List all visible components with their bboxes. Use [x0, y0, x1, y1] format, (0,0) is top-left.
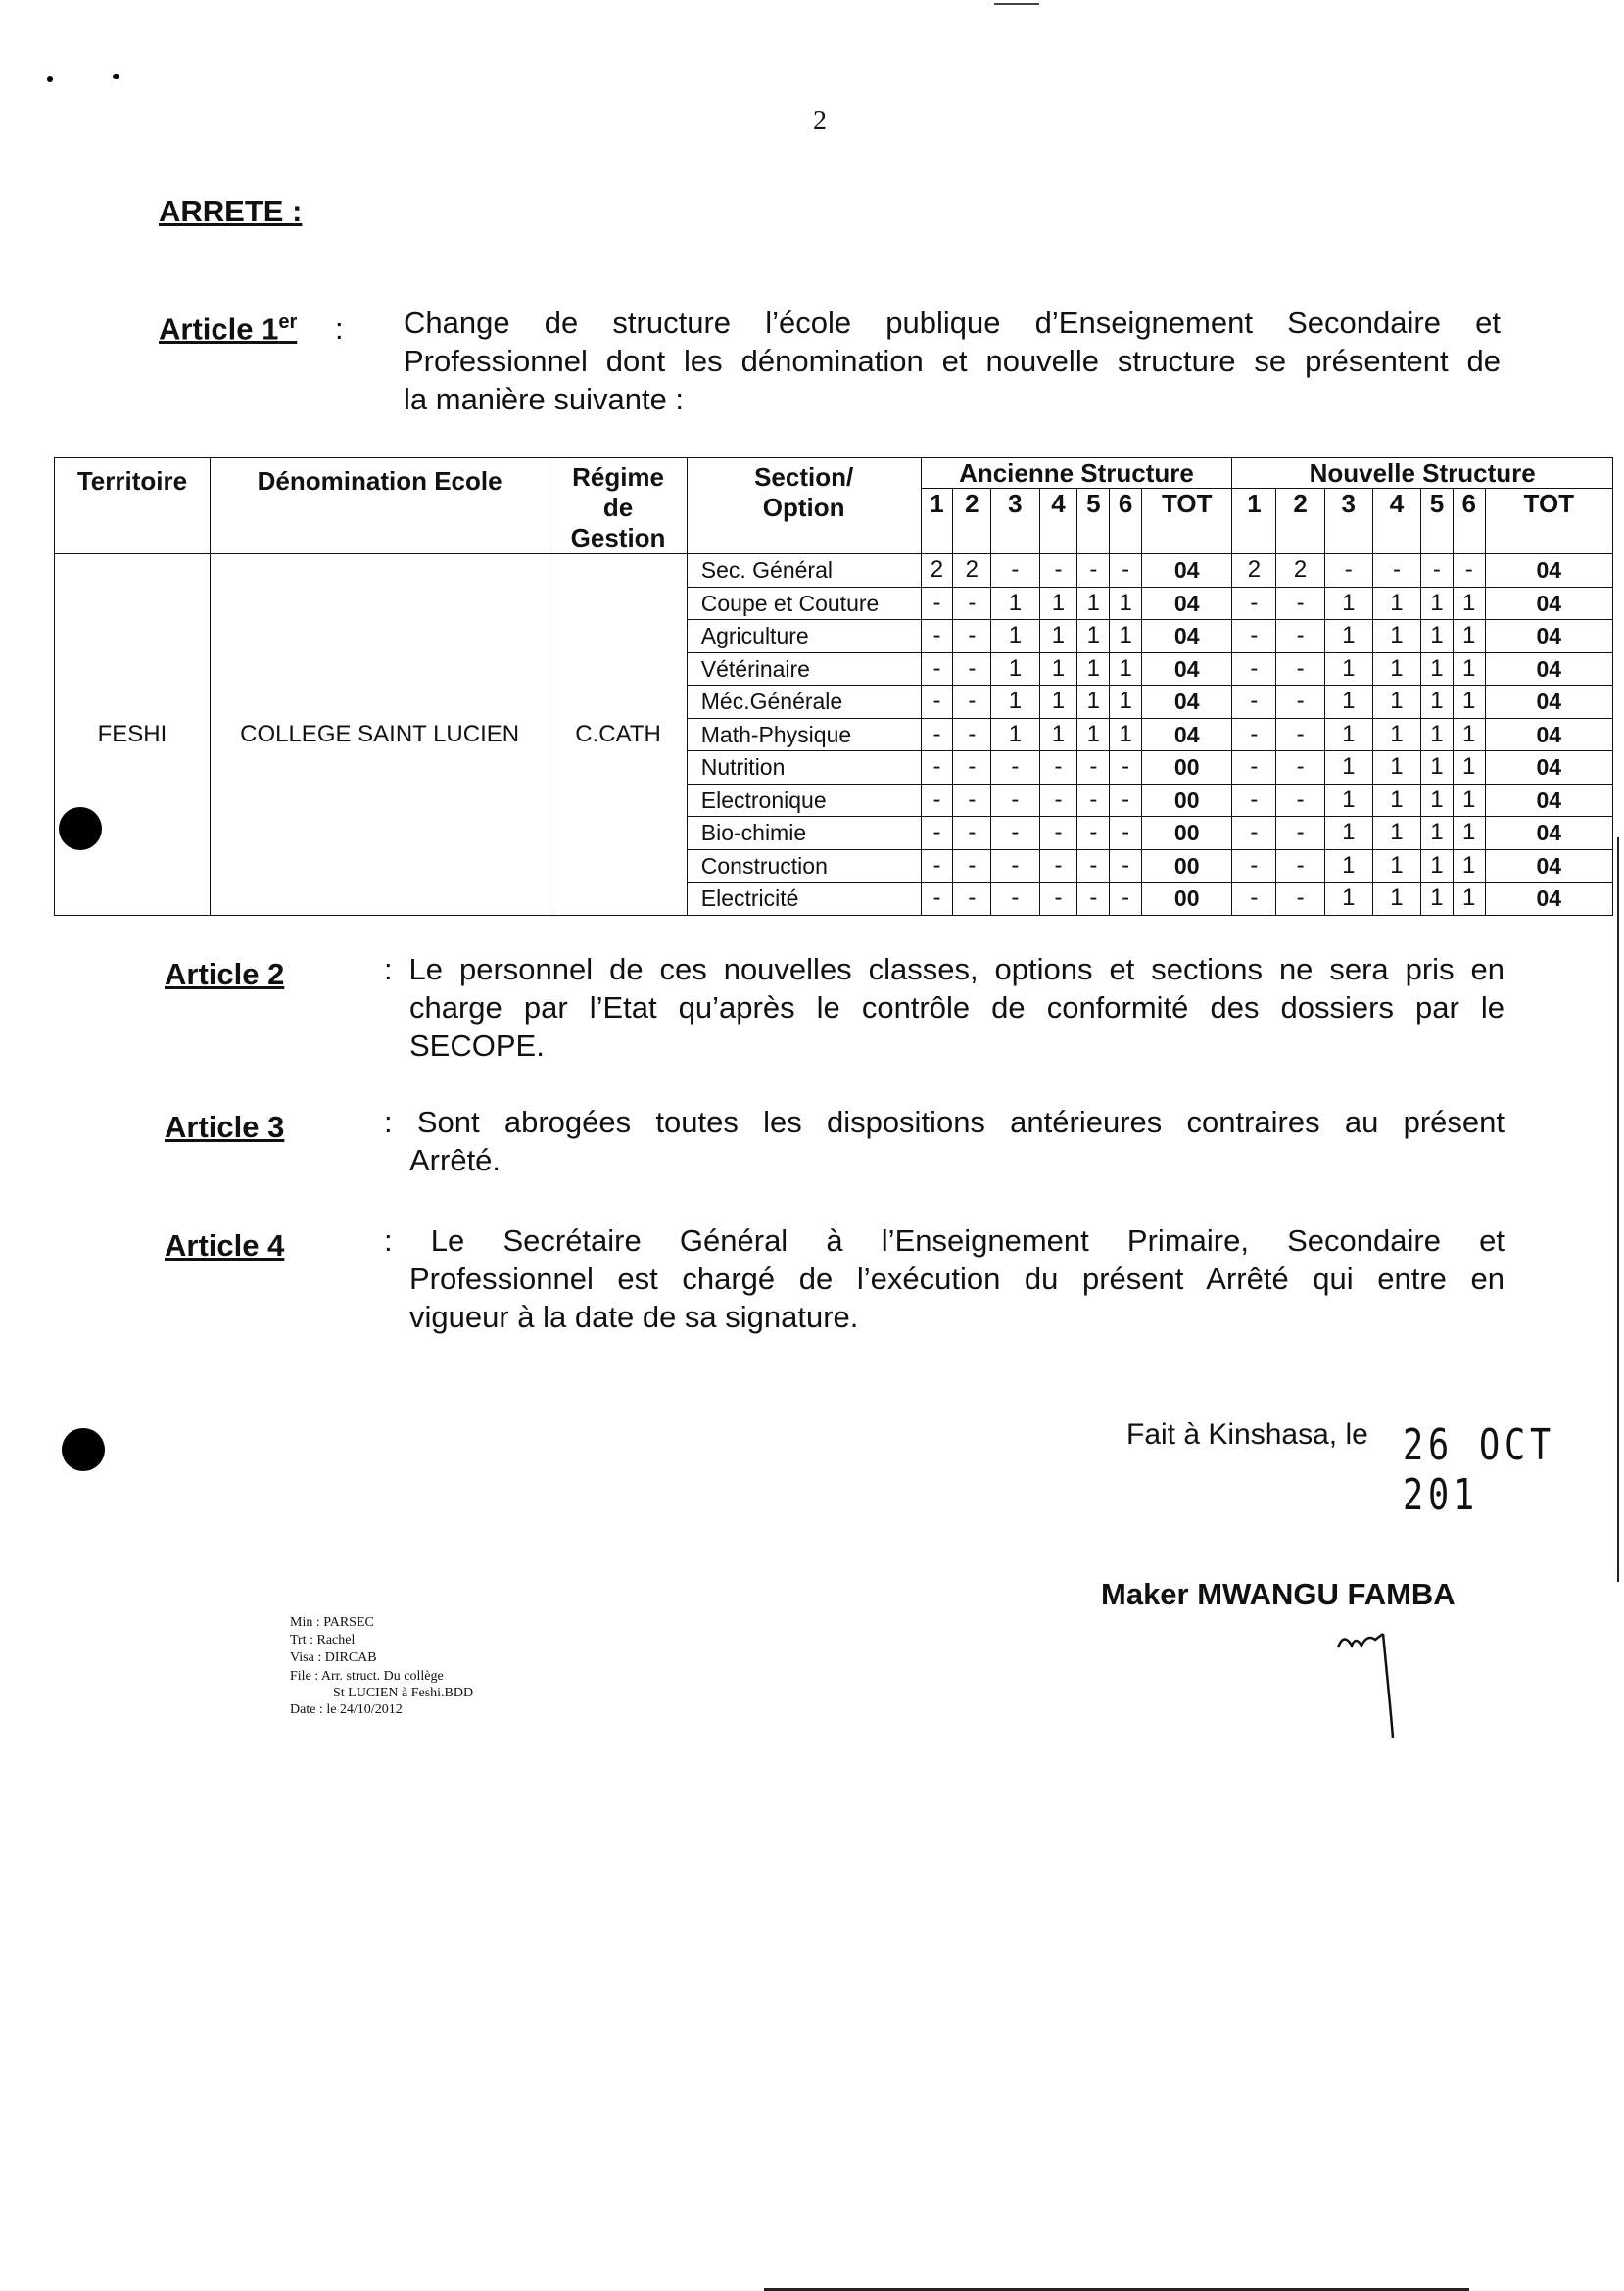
ancienne-class-cell: - [1039, 751, 1077, 785]
nouvelle-class-cell: 1 [1421, 652, 1454, 686]
nouvelle-class-cell: - [1276, 817, 1324, 850]
nouvelle-class-cell: - [1232, 718, 1276, 751]
ancienne-class-cell: - [953, 784, 991, 817]
scan-edge-line [1617, 837, 1619, 1582]
nouvelle-total-cell: 04 [1485, 686, 1612, 719]
ancienne-total-cell: 04 [1142, 718, 1232, 751]
ancienne-class-cell: - [1077, 554, 1110, 588]
article-4-line: : Le Secrétaire Général à l’Enseignement Primaire, Secondaire et [384, 1223, 1505, 1258]
ancienne-class-cell: - [1077, 883, 1110, 916]
ancienne-class-cell: - [953, 751, 991, 785]
ancienne-class-cell: - [1110, 554, 1142, 588]
option-cell: Sec. Général [687, 554, 921, 588]
punch-hole-mark [113, 74, 119, 79]
footer-date: Date : le 24/10/2012 [290, 1702, 403, 1717]
option-cell: Electronique [687, 784, 921, 817]
ancienne-class-cell: - [921, 686, 953, 719]
ancienne-class-cell: 1 [1077, 686, 1110, 719]
option-cell: Construction [687, 849, 921, 883]
ancienne-class-cell: 1 [1077, 620, 1110, 653]
article-3-text [384, 1103, 1505, 1179]
nouvelle-class-cell: 1 [1324, 652, 1372, 686]
nouvelle-class-cell: 1 [1453, 883, 1485, 916]
ancienne-class-cell: - [1077, 817, 1110, 850]
ancienne-class-cell: - [1077, 784, 1110, 817]
regime-cell: C.CATH [549, 554, 687, 916]
ancienne-class-cell: - [1039, 554, 1077, 588]
nouvelle-class-cell: 1 [1372, 587, 1420, 620]
nouvelle-class-cell: 1 [1324, 587, 1372, 620]
ancienne-total-cell: 04 [1142, 587, 1232, 620]
ancienne-class-cell: - [1077, 849, 1110, 883]
header-regime-line: de [602, 493, 634, 522]
nouvelle-class-cell: 1 [1372, 652, 1420, 686]
nouvelle-class-cell: 1 [1453, 718, 1485, 751]
article-1-line: Professionnel dont les dénomination et nouvelle structure se présentent de [404, 344, 1501, 378]
ancienne-class-cell: 1 [1110, 652, 1142, 686]
footer-min: Min : PARSEC [290, 1615, 374, 1630]
option-cell: Vétérinaire [687, 652, 921, 686]
nouvelle-class-cell: - [1232, 587, 1276, 620]
nouvelle-class-cell: 1 [1453, 620, 1485, 653]
ancienne-class-cell: 1 [1110, 620, 1142, 653]
option-cell: Méc.Générale [687, 686, 921, 719]
nouvelle-class-cell: 1 [1453, 587, 1485, 620]
ancienne-class-cell: - [1039, 849, 1077, 883]
ancienne-sub-header: 3 [991, 489, 1039, 554]
nouvelle-class-cell: - [1232, 784, 1276, 817]
ancienne-total-cell: 04 [1142, 686, 1232, 719]
nouvelle-class-cell: - [1232, 686, 1276, 719]
nouvelle-total-cell: 04 [1485, 620, 1612, 653]
ancienne-class-cell: 1 [1110, 587, 1142, 620]
ancienne-sub-header: 2 [953, 489, 991, 554]
ancienne-class-cell: 1 [1039, 587, 1077, 620]
nouvelle-class-cell: - [1276, 686, 1324, 719]
footer-visa: Visa : DIRCAB [290, 1650, 377, 1665]
article-1-colon: : [335, 311, 344, 346]
nouvelle-class-cell: 1 [1372, 718, 1420, 751]
nouvelle-class-cell: 1 [1372, 784, 1420, 817]
ancienne-total-cell: 04 [1142, 620, 1232, 653]
ancienne-class-cell: - [921, 718, 953, 751]
nouvelle-class-cell: 1 [1372, 751, 1420, 785]
ancienne-class-cell: - [991, 849, 1039, 883]
article-1-line: la manière suivante : [404, 382, 685, 416]
ancienne-class-cell: - [953, 883, 991, 916]
ancienne-class-cell: - [991, 554, 1039, 588]
ancienne-class-cell: - [1110, 849, 1142, 883]
nouvelle-class-cell: 1 [1324, 817, 1372, 850]
ancienne-class-cell: - [991, 751, 1039, 785]
nouvelle-class-cell: - [1232, 620, 1276, 653]
ancienne-class-cell: 2 [921, 554, 953, 588]
nouvelle-class-cell: 1 [1324, 718, 1372, 751]
article-1-label-text: Article 1 [159, 311, 279, 347]
ancienne-class-cell: - [953, 587, 991, 620]
ancienne-class-cell: - [921, 849, 953, 883]
header-regime [549, 458, 687, 554]
option-cell: Coupe et Couture [687, 587, 921, 620]
nouvelle-total-cell: 04 [1485, 817, 1612, 850]
header-regime-line: Régime [572, 462, 664, 492]
ancienne-class-cell: 1 [991, 652, 1039, 686]
nouvelle-class-cell: 1 [1372, 883, 1420, 916]
signer-name: Maker MWANGU FAMBA [1101, 1577, 1456, 1611]
nouvelle-class-cell: 1 [1421, 817, 1454, 850]
ancienne-class-cell: - [953, 718, 991, 751]
nouvelle-class-cell: - [1372, 554, 1420, 588]
nouvelle-class-cell: 1 [1421, 849, 1454, 883]
header-nouvelle-structure: Nouvelle Structure [1232, 458, 1613, 489]
nouvelle-class-cell: 1 [1324, 686, 1372, 719]
header-section-line: Option [762, 493, 845, 522]
place-text: Fait à Kinshasa, le [1126, 1418, 1368, 1451]
nouvelle-class-cell: 1 [1372, 620, 1420, 653]
article-2-line: : Le personnel de ces nouvelles classes, options et sections ne sera pris en [384, 952, 1505, 986]
nouvelle-class-cell: - [1276, 883, 1324, 916]
article-1-line: Change de structure l’école publique d’Enseignement Secondaire et [404, 306, 1501, 340]
ancienne-total-cell: 00 [1142, 883, 1232, 916]
nouvelle-class-cell: 1 [1324, 849, 1372, 883]
option-cell: Electricité [687, 883, 921, 916]
ancienne-class-cell: - [921, 587, 953, 620]
ancienne-sub-header: TOT [1142, 489, 1232, 554]
nouvelle-sub-header: 4 [1372, 489, 1420, 554]
ancienne-class-cell: 1 [1039, 620, 1077, 653]
nouvelle-class-cell: 1 [1421, 883, 1454, 916]
ancienne-class-cell: - [991, 817, 1039, 850]
nouvelle-class-cell: - [1232, 652, 1276, 686]
ancienne-sub-header: 4 [1039, 489, 1077, 554]
ancienne-class-cell: - [953, 620, 991, 653]
ancienne-class-cell: - [953, 652, 991, 686]
table-row [55, 554, 1613, 588]
ancienne-class-cell: - [991, 883, 1039, 916]
nouvelle-class-cell: 1 [1453, 849, 1485, 883]
ancienne-sub-header: 1 [921, 489, 953, 554]
ancienne-class-cell: 1 [1039, 718, 1077, 751]
ancienne-class-cell: 1 [991, 718, 1039, 751]
nouvelle-class-cell: 1 [1372, 817, 1420, 850]
option-cell: Math-Physique [687, 718, 921, 751]
nouvelle-total-cell: 04 [1485, 751, 1612, 785]
ancienne-class-cell: 1 [1110, 718, 1142, 751]
nouvelle-class-cell: - [1276, 849, 1324, 883]
nouvelle-class-cell: 1 [1453, 652, 1485, 686]
footer-trt: Trt : Rachel [290, 1633, 356, 1647]
nouvelle-class-cell: - [1276, 652, 1324, 686]
nouvelle-class-cell: 1 [1453, 686, 1485, 719]
nouvelle-total-cell: 04 [1485, 883, 1612, 916]
article-1-label [159, 311, 297, 347]
ancienne-class-cell: - [1110, 784, 1142, 817]
ancienne-total-cell: 04 [1142, 554, 1232, 588]
ancienne-class-cell: - [921, 784, 953, 817]
ancienne-class-cell: 2 [953, 554, 991, 588]
nouvelle-class-cell: - [1232, 883, 1276, 916]
nouvelle-sub-header: 1 [1232, 489, 1276, 554]
header-regime-line: Gestion [570, 523, 666, 552]
article-3-label: Article 3 [165, 1110, 285, 1144]
article-3-line: : Sont abrogées toutes les dispositions antérieures contraires au présent [384, 1105, 1505, 1139]
nouvelle-class-cell: - [1276, 587, 1324, 620]
nouvelle-class-cell: 1 [1324, 620, 1372, 653]
ancienne-class-cell: - [921, 883, 953, 916]
header-denomination: Dénomination Ecole [210, 458, 549, 554]
nouvelle-sub-header: 2 [1276, 489, 1324, 554]
ancienne-class-cell: - [1039, 784, 1077, 817]
ancienne-class-cell: 1 [1077, 718, 1110, 751]
article-4-label: Article 4 [165, 1228, 285, 1263]
nouvelle-class-cell: - [1232, 817, 1276, 850]
article-2-text [384, 950, 1505, 1065]
nouvelle-total-cell: 04 [1485, 849, 1612, 883]
nouvelle-class-cell: 1 [1453, 751, 1485, 785]
nouvelle-class-cell: 1 [1421, 718, 1454, 751]
punch-hole [62, 1428, 105, 1471]
date-stamp: 26 OCT 201 [1403, 1420, 1555, 1520]
ancienne-class-cell: - [1039, 883, 1077, 916]
nouvelle-class-cell: - [1276, 751, 1324, 785]
nouvelle-class-cell: - [1276, 718, 1324, 751]
nouvelle-class-cell: - [1232, 849, 1276, 883]
ancienne-class-cell: 1 [991, 587, 1039, 620]
ancienne-total-cell: 00 [1142, 784, 1232, 817]
nouvelle-class-cell: 1 [1453, 817, 1485, 850]
ancienne-class-cell: - [921, 817, 953, 850]
option-cell: Bio-chimie [687, 817, 921, 850]
nouvelle-class-cell: 1 [1421, 751, 1454, 785]
ancienne-total-cell: 00 [1142, 751, 1232, 785]
ancienne-class-cell: - [921, 751, 953, 785]
ancienne-class-cell: - [1110, 883, 1142, 916]
punch-hole [59, 807, 102, 850]
nouvelle-sub-header: 5 [1421, 489, 1454, 554]
header-ancienne-structure: Ancienne Structure [921, 458, 1232, 489]
article-1-text [404, 304, 1501, 418]
decree-heading: ARRETE : [159, 194, 303, 228]
ancienne-class-cell: - [1039, 817, 1077, 850]
nouvelle-class-cell: 1 [1421, 620, 1454, 653]
footer-file-cont: St LUCIEN à Feshi.BDD [333, 1686, 474, 1700]
nouvelle-sub-header: TOT [1485, 489, 1612, 554]
nouvelle-class-cell: 2 [1232, 554, 1276, 588]
nouvelle-class-cell: - [1421, 554, 1454, 588]
option-cell: Agriculture [687, 620, 921, 653]
ancienne-class-cell: - [921, 620, 953, 653]
nouvelle-sub-header: 6 [1453, 489, 1485, 554]
article-4-text [384, 1221, 1505, 1336]
header-section-line: Section/ [754, 462, 854, 492]
ancienne-class-cell: 1 [1077, 652, 1110, 686]
ancienne-class-cell: - [921, 652, 953, 686]
ancienne-total-cell: 00 [1142, 849, 1232, 883]
signature-mark [1332, 1626, 1410, 1743]
ancienne-class-cell: 1 [1039, 652, 1077, 686]
article-2-line: charge par l’Etat qu’après le contrôle de conformité des dossiers par le [409, 990, 1505, 1025]
structure-table [54, 457, 1613, 916]
scan-mark [994, 3, 1039, 5]
ancienne-class-cell: 1 [1110, 686, 1142, 719]
ancienne-sub-header: 5 [1077, 489, 1110, 554]
article-4-line: vigueur à la date de sa signature. [409, 1300, 859, 1334]
nouvelle-class-cell: 1 [1372, 686, 1420, 719]
article-1-sup: er [278, 311, 298, 333]
nouvelle-class-cell: 2 [1276, 554, 1324, 588]
nouvelle-total-cell: 04 [1485, 554, 1612, 588]
nouvelle-class-cell: - [1276, 784, 1324, 817]
ancienne-class-cell: - [1110, 817, 1142, 850]
ancienne-class-cell: - [1110, 751, 1142, 785]
page-number: 2 [813, 106, 827, 136]
nouvelle-total-cell: 04 [1485, 718, 1612, 751]
nouvelle-class-cell: 1 [1421, 587, 1454, 620]
article-3-line: Arrêté. [409, 1143, 502, 1177]
header-territoire: Territoire [55, 458, 211, 554]
article-2-line: SECOPE. [409, 1028, 545, 1063]
nouvelle-class-cell: 1 [1372, 849, 1420, 883]
nouvelle-class-cell: 1 [1421, 686, 1454, 719]
punch-hole-mark [47, 76, 53, 82]
nouvelle-total-cell: 04 [1485, 587, 1612, 620]
ancienne-class-cell: - [953, 686, 991, 719]
nouvelle-class-cell: 1 [1324, 751, 1372, 785]
ancienne-class-cell: - [1077, 751, 1110, 785]
nouvelle-class-cell: 1 [1453, 784, 1485, 817]
header-section [687, 458, 921, 554]
ancienne-sub-header: 6 [1110, 489, 1142, 554]
nouvelle-sub-header: 3 [1324, 489, 1372, 554]
ancienne-total-cell: 00 [1142, 817, 1232, 850]
article-2-label: Article 2 [165, 957, 285, 991]
school-name-cell: COLLEGE SAINT LUCIEN [210, 554, 549, 916]
ancienne-class-cell: 1 [1039, 686, 1077, 719]
ancienne-total-cell: 04 [1142, 652, 1232, 686]
nouvelle-class-cell: - [1276, 620, 1324, 653]
option-cell: Nutrition [687, 751, 921, 785]
ancienne-class-cell: 1 [991, 686, 1039, 719]
territoire-cell: FESHI [55, 554, 211, 916]
footer-file: File : Arr. struct. Du collège [290, 1669, 444, 1684]
ancienne-class-cell: 1 [991, 620, 1039, 653]
nouvelle-class-cell: - [1232, 751, 1276, 785]
nouvelle-class-cell: - [1453, 554, 1485, 588]
article-4-line: Professionnel est chargé de l’exécution du présent Arrêté qui entre en [409, 1262, 1505, 1296]
ancienne-class-cell: - [953, 817, 991, 850]
ancienne-class-cell: - [991, 784, 1039, 817]
nouvelle-class-cell: 1 [1324, 883, 1372, 916]
nouvelle-class-cell: - [1324, 554, 1372, 588]
nouvelle-class-cell: 1 [1324, 784, 1372, 817]
nouvelle-total-cell: 04 [1485, 784, 1612, 817]
nouvelle-total-cell: 04 [1485, 652, 1612, 686]
nouvelle-class-cell: 1 [1421, 784, 1454, 817]
ancienne-class-cell: 1 [1077, 587, 1110, 620]
ancienne-class-cell: - [953, 849, 991, 883]
